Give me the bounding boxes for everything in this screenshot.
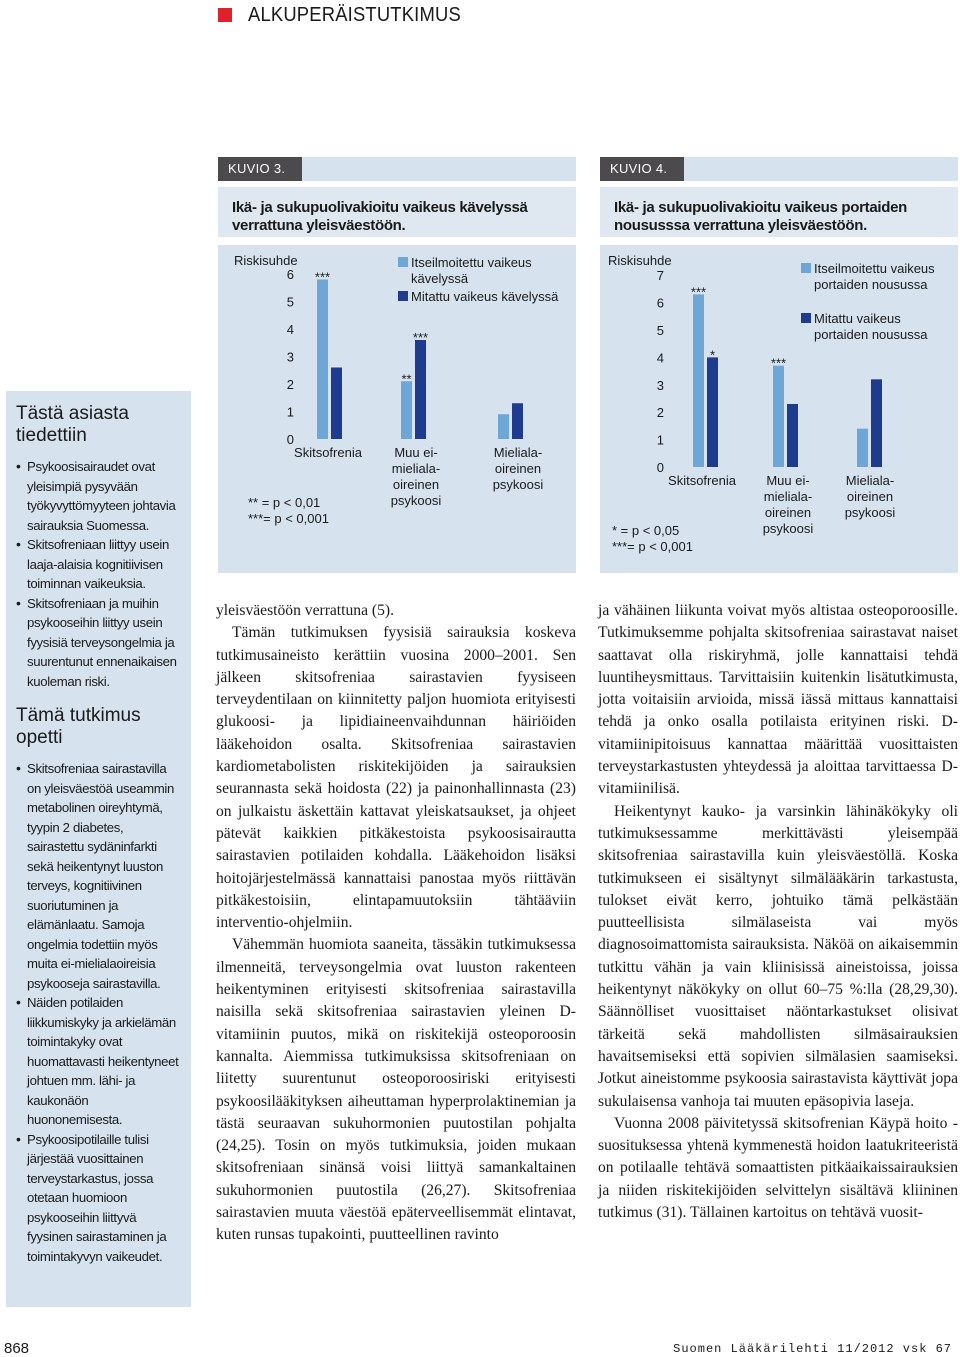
paragraph: Heikentynyt kauko- ja varsinkin lähinäkökyky oli tutkimuksessamme merkittävästi yleisempää skitsofreniaa sairastavilla kuin yleisväestöllä. Koska tutkimukseen ei sisältynyt silmälääkärin tarkastusta, tulokset eivät kerro, johtuiko tämä pelkästään puutteellisista silmälaseista vai myös diagnosoimattomista sairauksista. Näköä on aikaisemmin tutkittu vähän ja vain kliinisissä aineistoissa, joissa heikentynyt näkökyky on ollut 60–75 %:lla (28,29,30). Säännölliset vuosittaiset näöntarkastukset olisivat tärkeitä sekä mahdollisten silmäsairauksien havaitsemiseksi että sopivien silmälasien saamiseksi. Jotkut aineistomme psykoosia sairastavista käyttivät jopa sukulaisensa vanhoja tai muuten epäsopivia laseja. [598, 802, 958, 1110]
legend-label: portaiden nousussa [814, 277, 928, 292]
figure-4 [600, 157, 958, 573]
bar [498, 414, 509, 439]
legend-label: portaiden nousussa [814, 327, 928, 342]
bar [331, 368, 342, 440]
bar [415, 340, 426, 439]
y-tick-label: 2 [286, 377, 294, 392]
paragraph: Vuonna 2008 päivitetyssä skitsofrenian Käypä hoito -suosituksessa yhtenä kymmenestä hoidon laatukriteeristä on potilaalle tehtävä somaattisten pitkäaikaissairauksien ja niiden riskitekijöiden selvittelyn sisältävä kliininen tutkimus (31). Tällainen kartoitus on tehtävä vuosit- [598, 1114, 958, 1222]
y-tick-label: 4 [286, 322, 294, 337]
sidebar-heading-known: Tästä asiasta tiedettiin [16, 403, 129, 446]
y-tick-label: 3 [286, 349, 294, 365]
bar [317, 280, 328, 440]
paragraph: Tämän tutkimuksen fyysisiä sairauksia koskeva tutkimusaineisto kerättiin vuosina 2000–2001. Sen jälkeen skitsofreniaa sairastavien fyysiseen terveydentilaan on kiinnitetty paljon huomiota erityisesti glukoosi- ja lipidiaineenvaihdunnan häiriöiden lääkehoidon osalta. Skitsofreniaa sairastavien kardiometabolisten riskitekijöiden ja sairauksien seurannasta sekä hoidosta (22) ja painonhallinnasta (23) on julkaistu äskettäin kattavat yleiskatsaukset, ja ohjeet pätevät kaikkien pitkäkestoista psykoosisairautta sairastavien potilaiden kohdalla. Lääkehoidon lisäksi hoitojärjestelmässä kannattaisi panostaa myös riittävän pitkäkestoisiin, elintapamuutoksiin tähtääviin interventio-ohjelmiin. [216, 624, 576, 932]
footnote: ***= p < 0,001 [248, 511, 329, 526]
bar-chart [600, 245, 958, 573]
significance-label: ** [401, 371, 412, 387]
figure-title: Ikä- ja sukupuolivakioitu vaikeus portaiden noususssa verrattuna yleisväestöön. [600, 187, 958, 237]
paragraph: Vähemmän huomiota saaneita, tässäkin tutkimuksessa ilmenneitä, terveysongelmia ovat luuston rakenteen heikentyminen erityisesti skitsofreniaa sairastavilla naisilla sekä skitsofreniaa sairastavien yleinen D-vitamiinin puutos, mikä on riskitekijä osteoporoosin kannalta. Aiemmissa tutkimuksissa skitsofreniaan on liitetty suurentunut osteoporoosiriski erityisesti psykoosilääkityksen aiheuttaman hyperprolaktinemian ja tästä seuraavan sukuhormonien puutostilan pohjalta (24,25). Tosin on myös tutkimuksia, joiden mukaan skitsofreniaan sinänsä voisi liittyä samankaltainen sukuhormonien puutostila (26,27). Skitsofreniaa sairastavien muuta väestöä epäterveellisemmät elintavat, kuten runsas tupakointi, puutteellinen ravinto [216, 936, 576, 1244]
category-label: oireinen [846, 489, 894, 504]
paragraph: ja vähäinen liikunta voivat myös altistaa osteoporoosille. Tutkimuksemme pohjalta skitsofreniaa sairastavat naiset saattavat olla riskiryhmä, jolle kannattaisi tehdä luuntiheysmittaus. Tarvittaisiin kuitenkin lisätutkimusta, jotta voitaisiin arvioida, missä iässä mittaus kannattaisi tehdä ja onko osalla potilaista erityinen riski. D-vitamiinipitoisuus kannattaa määrittää vuosittaisten terveystarkastusten yhteydessä ja aloittaa tarvittaessa D-vitamiinilisä. [598, 602, 958, 798]
category-label: psykoosi [762, 521, 814, 536]
y-axis-title: Riskisuhde [608, 253, 672, 268]
legend-label: Mitattu vaikeus [814, 311, 901, 326]
category-label: oireinen [392, 477, 440, 492]
figure-label: KUVIO 3. [218, 157, 302, 181]
significance-label: * [709, 347, 716, 363]
legend-label: Itseilmoitettu vaikeus [411, 255, 532, 270]
y-tick-label: 3 [656, 377, 664, 393]
chart-panel [218, 245, 576, 573]
footnote: ** = p < 0,01 [248, 495, 321, 510]
sidebar-heading-learned: Tämä tutkimus opetti [16, 705, 141, 748]
bar [871, 379, 882, 467]
y-tick-label: 7 [656, 268, 664, 284]
significance-label: *** [770, 355, 787, 371]
category-label: psykoosi [844, 505, 896, 520]
category-label: oireinen [764, 505, 812, 520]
category-label: psykoosi [492, 477, 544, 492]
bar [857, 429, 868, 467]
list-item: • Skitsofreniaa sairastavilla on yleisväestöä useammin metabolinen oireyhtymä, tyypin 2 diabetes, sairastettu sydäninfarkti sekä heikentynyt luuston terveys, kognitiivinen suoriutuminen ja elämänlaatu. Samoja ongelmia todettiin myös muita ei-mielialaoireisia psykooseja sairastavilla. [16, 759, 183, 993]
list-item: • Psykoosisairaudet ovat yleisimpiä pysyvään työkyvyttömyyteen johtavia sairauksia Suomessa. [16, 457, 183, 535]
category-label: mieliala- [391, 461, 441, 476]
legend-swatch-measured [398, 291, 408, 301]
bar [787, 404, 798, 467]
category-label: Muu ei- [766, 473, 810, 488]
significance-label: *** [690, 284, 707, 300]
category-label: Skitsofrenia [294, 445, 362, 460]
category-label: oireinen [494, 461, 542, 476]
y-axis-title: Riskisuhde [234, 253, 298, 268]
body-column-2 [598, 600, 958, 1224]
figure-label-band [600, 157, 958, 181]
category-label: mieliala- [763, 489, 813, 504]
bar-chart [218, 245, 576, 573]
y-tick-label: 4 [656, 350, 664, 366]
section-header [218, 4, 479, 26]
chart-panel [600, 245, 958, 573]
figure-title: Ikä- ja sukupuolivakioitu vaikeus kävelyssä verrattuna yleisväestöön. [218, 187, 576, 237]
page-number: 868 [4, 1340, 30, 1357]
list-item: • Psykoosipotilaille tulisi järjestää vuosittainen terveystarkastus, jossa otetaan huomioon psykooseihin liittyvä fyysinen sairastaminen ja toimintakyvyn vaikeudet. [16, 1130, 183, 1267]
sidebar-list-known [16, 457, 183, 691]
y-tick-label: 6 [656, 295, 664, 311]
sidebar-list-learned [16, 759, 183, 1266]
red-square-icon [218, 8, 232, 22]
bar [707, 357, 718, 467]
significance-label: *** [412, 330, 429, 345]
category-label: Mieliala- [845, 473, 895, 488]
list-item: • Skitsofreniaan liittyy usein laaja-alaisia kognitiivisen toiminnan vaikeuksia. [16, 535, 183, 594]
figure-label-band [218, 157, 576, 181]
y-tick-label: 1 [656, 432, 664, 448]
legend-label: kävelyssä [411, 271, 469, 286]
y-tick-label: 2 [656, 405, 664, 421]
category-label: psykoosi [390, 493, 442, 508]
list-item: • Näiden potilaiden liikkumiskyky ja arkielämän toimintakyky ovat huomattavasti heikentyneet johtuen mm. lähi- ja kaukonäön huononemisesta. [16, 993, 183, 1130]
footnote: * = p < 0,05 [612, 523, 680, 538]
body-column-1 [216, 600, 576, 1247]
category-label: Skitsofrenia [668, 473, 736, 488]
legend-swatch-self-reported [398, 257, 408, 267]
y-tick-label: 6 [286, 267, 294, 282]
list-item: • Skitsofreniaan ja muihin psykooseihin liittyy usein fyysisiä terveysongelmia ja suurentunut ennenaikaisen kuoleman riski. [16, 594, 183, 692]
bar [401, 381, 412, 439]
figure-label: KUVIO 4. [600, 157, 684, 181]
figure-3 [218, 157, 576, 573]
significance-label: *** [314, 269, 331, 285]
legend-label: Mitattu vaikeus kävelyssä [411, 289, 559, 304]
category-label: Muu ei- [394, 445, 438, 460]
category-label: Mieliala- [493, 445, 543, 460]
journal-info: Suomen Lääkärilehti 11/2012 vsk 67 [673, 1342, 952, 1356]
legend-label: Itseilmoitettu vaikeus [814, 261, 935, 276]
y-tick-label: 0 [286, 432, 294, 447]
y-tick-label: 5 [286, 294, 294, 310]
legend-swatch-self-reported [801, 263, 811, 273]
sidebar-box [6, 391, 191, 1307]
y-tick-label: 1 [286, 404, 294, 420]
footnote: ***= p < 0,001 [612, 539, 693, 554]
y-tick-label: 5 [656, 323, 664, 338]
bar [512, 403, 523, 439]
legend-swatch-measured [801, 313, 811, 323]
section-title: ALKUPERÄISTUTKIMUS [248, 3, 461, 26]
bar [693, 294, 704, 467]
y-tick-label: 0 [656, 460, 664, 475]
paragraph: yleisväestöön verrattuna (5). [216, 602, 394, 619]
bar [773, 366, 784, 467]
